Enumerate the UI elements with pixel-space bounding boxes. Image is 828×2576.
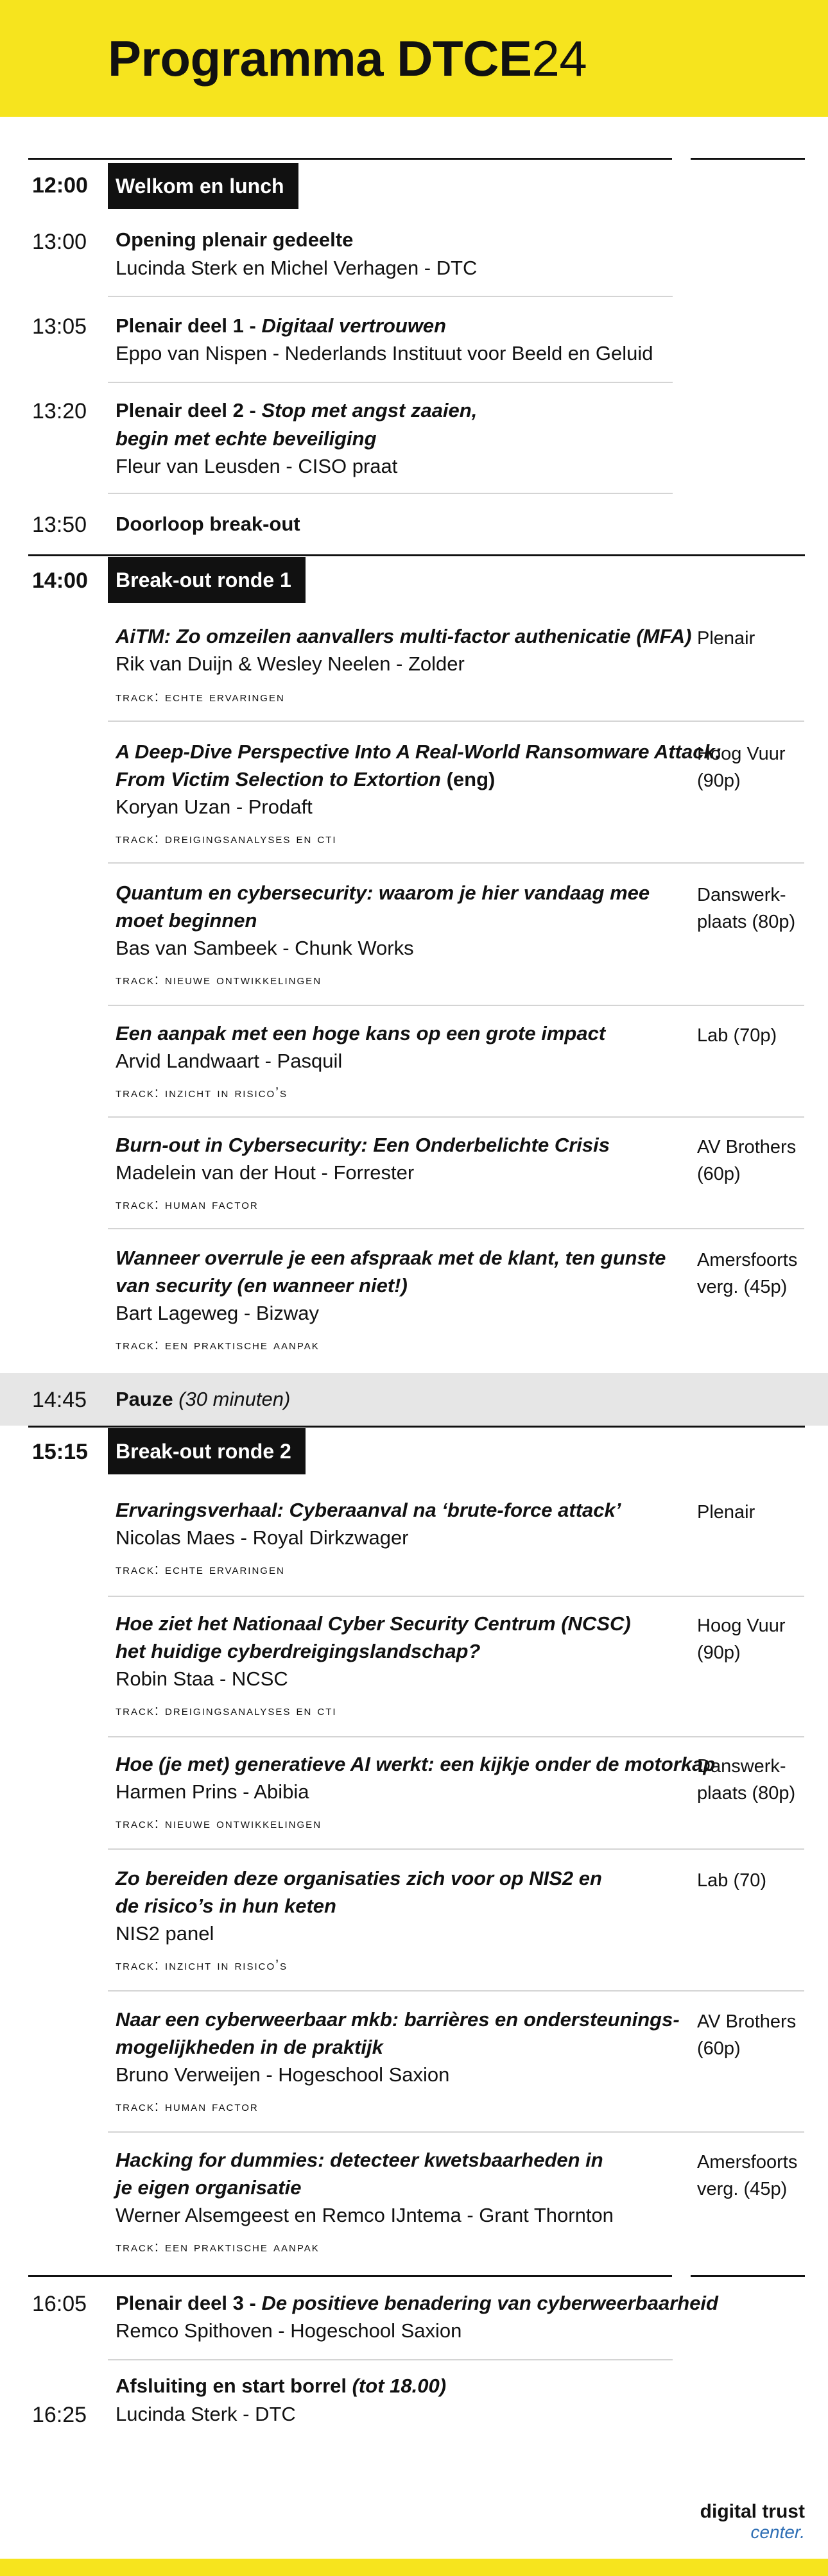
plenair1-speaker: Eppo van Nispen - Nederlands Instituut voor Beeld en Geluid — [116, 342, 653, 364]
r1-s3-room-line1: Danswerk- — [697, 885, 786, 905]
r1-s6-speaker: Bart Lageweg - Bizway — [116, 1302, 320, 1324]
r1-s6-title-line1: Wanneer overrule je een afspraak met de klant, ten gunste — [116, 1247, 666, 1269]
ronde2-label: Break-out ronde 2 — [108, 1428, 306, 1474]
plenair3-speaker: Remco Spithoven - Hogeschool Saxion — [116, 2319, 462, 2342]
divider — [108, 382, 673, 383]
r1-s2-speaker: Koryan Uzan - Prodaft — [116, 796, 313, 818]
section-rule — [28, 158, 672, 160]
r1-s6-room-line1: Amersfoorts — [697, 1250, 798, 1270]
r2-s5-track: track: human factor — [116, 2098, 259, 2114]
r2-s3-room-line2: plaats (80p) — [697, 1783, 796, 1804]
r2-s3-title: Hoe (je met) generatieve AI werkt: een kijkje onder de motorkap — [116, 1753, 716, 1775]
r2-s5-title-line2: mogelijkheden in de praktijk — [116, 2036, 383, 2058]
dtc-logo — [700, 2501, 805, 2542]
r2-s4-speaker: NIS2 panel — [116, 1922, 214, 1945]
r2-s5-title-line1: Naar een cyberweerbaar mkb: barrières en ondersteunings- — [116, 2008, 680, 2031]
time-ronde2: 15:15 — [32, 1440, 88, 1464]
r1-s3-title-line2: moet beginnen — [116, 909, 257, 932]
r1-s4-title: Een aanpak met een hoge kans op een grote impact — [116, 1022, 606, 1045]
r1-s2-room-line2: (90p) — [697, 771, 741, 791]
divider — [108, 1228, 804, 1229]
plenair3-title: Plenair deel 3 - De positieve benadering van cyberweerbaarheid — [116, 2292, 718, 2314]
r1-s1-room: Plenair — [697, 628, 755, 649]
r2-s3-track: track: nieuwe ontwikkelingen — [116, 1815, 322, 1831]
r2-s4-track: track: inzicht in risico’s — [116, 1957, 288, 1973]
r1-s1-speaker: Rik van Duijn & Wesley Neelen - Zolder — [116, 653, 465, 675]
afsluiting-title: Afsluiting en start borrel (tot 18.00) — [116, 2375, 447, 2397]
section-rule — [28, 1426, 805, 1428]
r2-s6-title-line2: je eigen organisatie — [116, 2176, 302, 2199]
room-column-rule — [691, 2275, 805, 2277]
pauze-title: Pauze (30 minuten) — [116, 1388, 291, 1410]
section-rule — [28, 2275, 672, 2277]
time-plenair1: 13:05 — [32, 314, 87, 339]
r2-s6-room-line2: verg. (45p) — [697, 2179, 788, 2199]
divider — [108, 2131, 804, 2133]
section-rule — [28, 554, 805, 556]
divider — [108, 1990, 804, 1992]
r2-s2-title-line2: het huidige cyberdreigingslandschap? — [116, 1640, 481, 1662]
afsluiting-speaker: Lucinda Sterk - DTC — [116, 2403, 296, 2425]
r1-s3-title-line1: Quantum en cybersecurity: waarom je hier vandaag mee — [116, 882, 650, 904]
time-doorloop: 13:50 — [32, 513, 87, 537]
r1-s5-room-line1: AV Brothers — [697, 1137, 797, 1157]
logo-text-line1: digital trust — [700, 2501, 805, 2522]
r2-s5-speaker: Bruno Verweijen - Hogeschool Saxion — [116, 2063, 450, 2086]
doorloop-title: Doorloop break-out — [116, 513, 300, 535]
r1-s5-title: Burn-out in Cybersecurity: Een Onderbelichte Crisis — [116, 1134, 610, 1156]
r2-s2-room-line2: (90p) — [697, 1642, 741, 1663]
r2-s4-title-line2: de risico’s in hun keten — [116, 1895, 336, 1917]
divider — [108, 1116, 804, 1118]
r1-s2-room-line1: Hoog Vuur — [697, 744, 786, 764]
r1-s4-room: Lab (70p) — [697, 1025, 777, 1046]
time-pauze: 14:45 — [32, 1388, 87, 1412]
page-title: Programma DTCE24 — [108, 30, 587, 87]
plenair1-title: Plenair deel 1 - Digitaal vertrouwen — [116, 314, 447, 337]
time-plenair3: 16:05 — [32, 2292, 87, 2316]
footer-bar — [0, 2559, 828, 2576]
r2-s6-room-line1: Amersfoorts — [697, 2152, 798, 2172]
r1-s3-speaker: Bas van Sambeek - Chunk Works — [116, 937, 414, 959]
r1-s6-track: track: een praktische aanpak — [116, 1336, 320, 1352]
r2-s6-title-line1: Hacking for dummies: detecteer kwetsbaarheden in — [116, 2149, 603, 2171]
room-column-rule — [691, 158, 805, 160]
r2-s6-speaker: Werner Alsemgeest en Remco IJntema - Grant Thornton — [116, 2204, 614, 2226]
r1-s4-track: track: inzicht in risico’s — [116, 1084, 288, 1100]
r2-s2-title-line1: Hoe ziet het Nationaal Cyber Security Centrum (NCSC) — [116, 1612, 631, 1635]
time-plenair2: 13:20 — [32, 399, 87, 423]
time-afsluiting: 16:25 — [32, 2403, 87, 2427]
r1-s1-title: AiTM: Zo omzeilen aanvallers multi-factor authenicatie (MFA) — [116, 625, 692, 647]
r2-s5-room-line2: (60p) — [697, 2038, 741, 2059]
plenair2-title-line1: Plenair deel 2 - Stop met angst zaaien, — [116, 399, 478, 422]
r2-s1-title: Ervaringsverhaal: Cyberaanval na ‘brute-force attack’ — [116, 1499, 621, 1521]
opening-title: Opening plenair gedeelte — [116, 228, 354, 251]
r2-s3-room-line1: Danswerk- — [697, 1756, 786, 1777]
divider — [108, 862, 804, 864]
welcome-label: Welkom en lunch — [108, 163, 298, 209]
r1-s5-speaker: Madelein van der Hout - Forrester — [116, 1161, 415, 1184]
divider — [108, 1736, 804, 1737]
r2-s4-room: Lab (70) — [697, 1870, 767, 1891]
r1-s5-track: track: human factor — [116, 1196, 259, 1212]
ronde1-label: Break-out ronde 1 — [108, 557, 306, 603]
r1-s3-room-line2: plaats (80p) — [697, 912, 796, 932]
r1-s5-room-line2: (60p) — [697, 1164, 741, 1184]
time-opening: 13:00 — [32, 230, 87, 254]
r2-s2-room-line1: Hoog Vuur — [697, 1616, 786, 1636]
r1-s2-title-line1: A Deep-Dive Perspective Into A Real-World Ransomware Attack: — [116, 740, 722, 763]
divider — [108, 493, 673, 494]
r2-s1-speaker: Nicolas Maes - Royal Dirkzwager — [116, 1526, 409, 1549]
r2-s2-track: track: dreigingsanalyses en cti — [116, 1702, 337, 1718]
divider — [108, 1005, 804, 1006]
opening-speaker: Lucinda Sterk en Michel Verhagen - DTC — [116, 257, 478, 279]
divider — [108, 1848, 804, 1850]
r2-s1-room: Plenair — [697, 1502, 755, 1523]
r2-s6-track: track: een praktische aanpak — [116, 2239, 320, 2255]
r1-s6-title-line2: van security (en wanneer niet!) — [116, 1274, 408, 1297]
r2-s1-track: track: echte ervaringen — [116, 1561, 285, 1577]
r1-s4-speaker: Arvid Landwaart - Pasquil — [116, 1050, 343, 1072]
r1-s1-track: track: echte ervaringen — [116, 688, 285, 704]
r2-s2-speaker: Robin Staa - NCSC — [116, 1668, 288, 1690]
logo-text-line2: center. — [750, 2522, 805, 2542]
divider — [108, 296, 673, 297]
r1-s2-track: track: dreigingsanalyses en cti — [116, 830, 337, 846]
divider — [108, 1596, 804, 1597]
plenair2-speaker: Fleur van Leusden - CISO praat — [116, 455, 398, 477]
header-banner — [0, 0, 828, 117]
r2-s5-room-line1: AV Brothers — [697, 2011, 797, 2032]
plenair2-title-line2: begin met echte beveiliging — [116, 427, 377, 450]
r2-s4-title-line1: Zo bereiden deze organisaties zich voor op NIS2 en — [116, 1867, 602, 1889]
r1-s3-track: track: nieuwe ontwikkelingen — [116, 971, 322, 987]
r2-s3-speaker: Harmen Prins - Abibia — [116, 1780, 309, 1803]
time-ronde1: 14:00 — [32, 568, 88, 593]
r1-s2-title-line2: From Victim Selection to Extortion (eng) — [116, 768, 496, 790]
r1-s6-room-line2: verg. (45p) — [697, 1277, 788, 1297]
divider — [108, 721, 804, 722]
time-welcome: 12:00 — [32, 173, 88, 198]
divider — [108, 2359, 673, 2360]
